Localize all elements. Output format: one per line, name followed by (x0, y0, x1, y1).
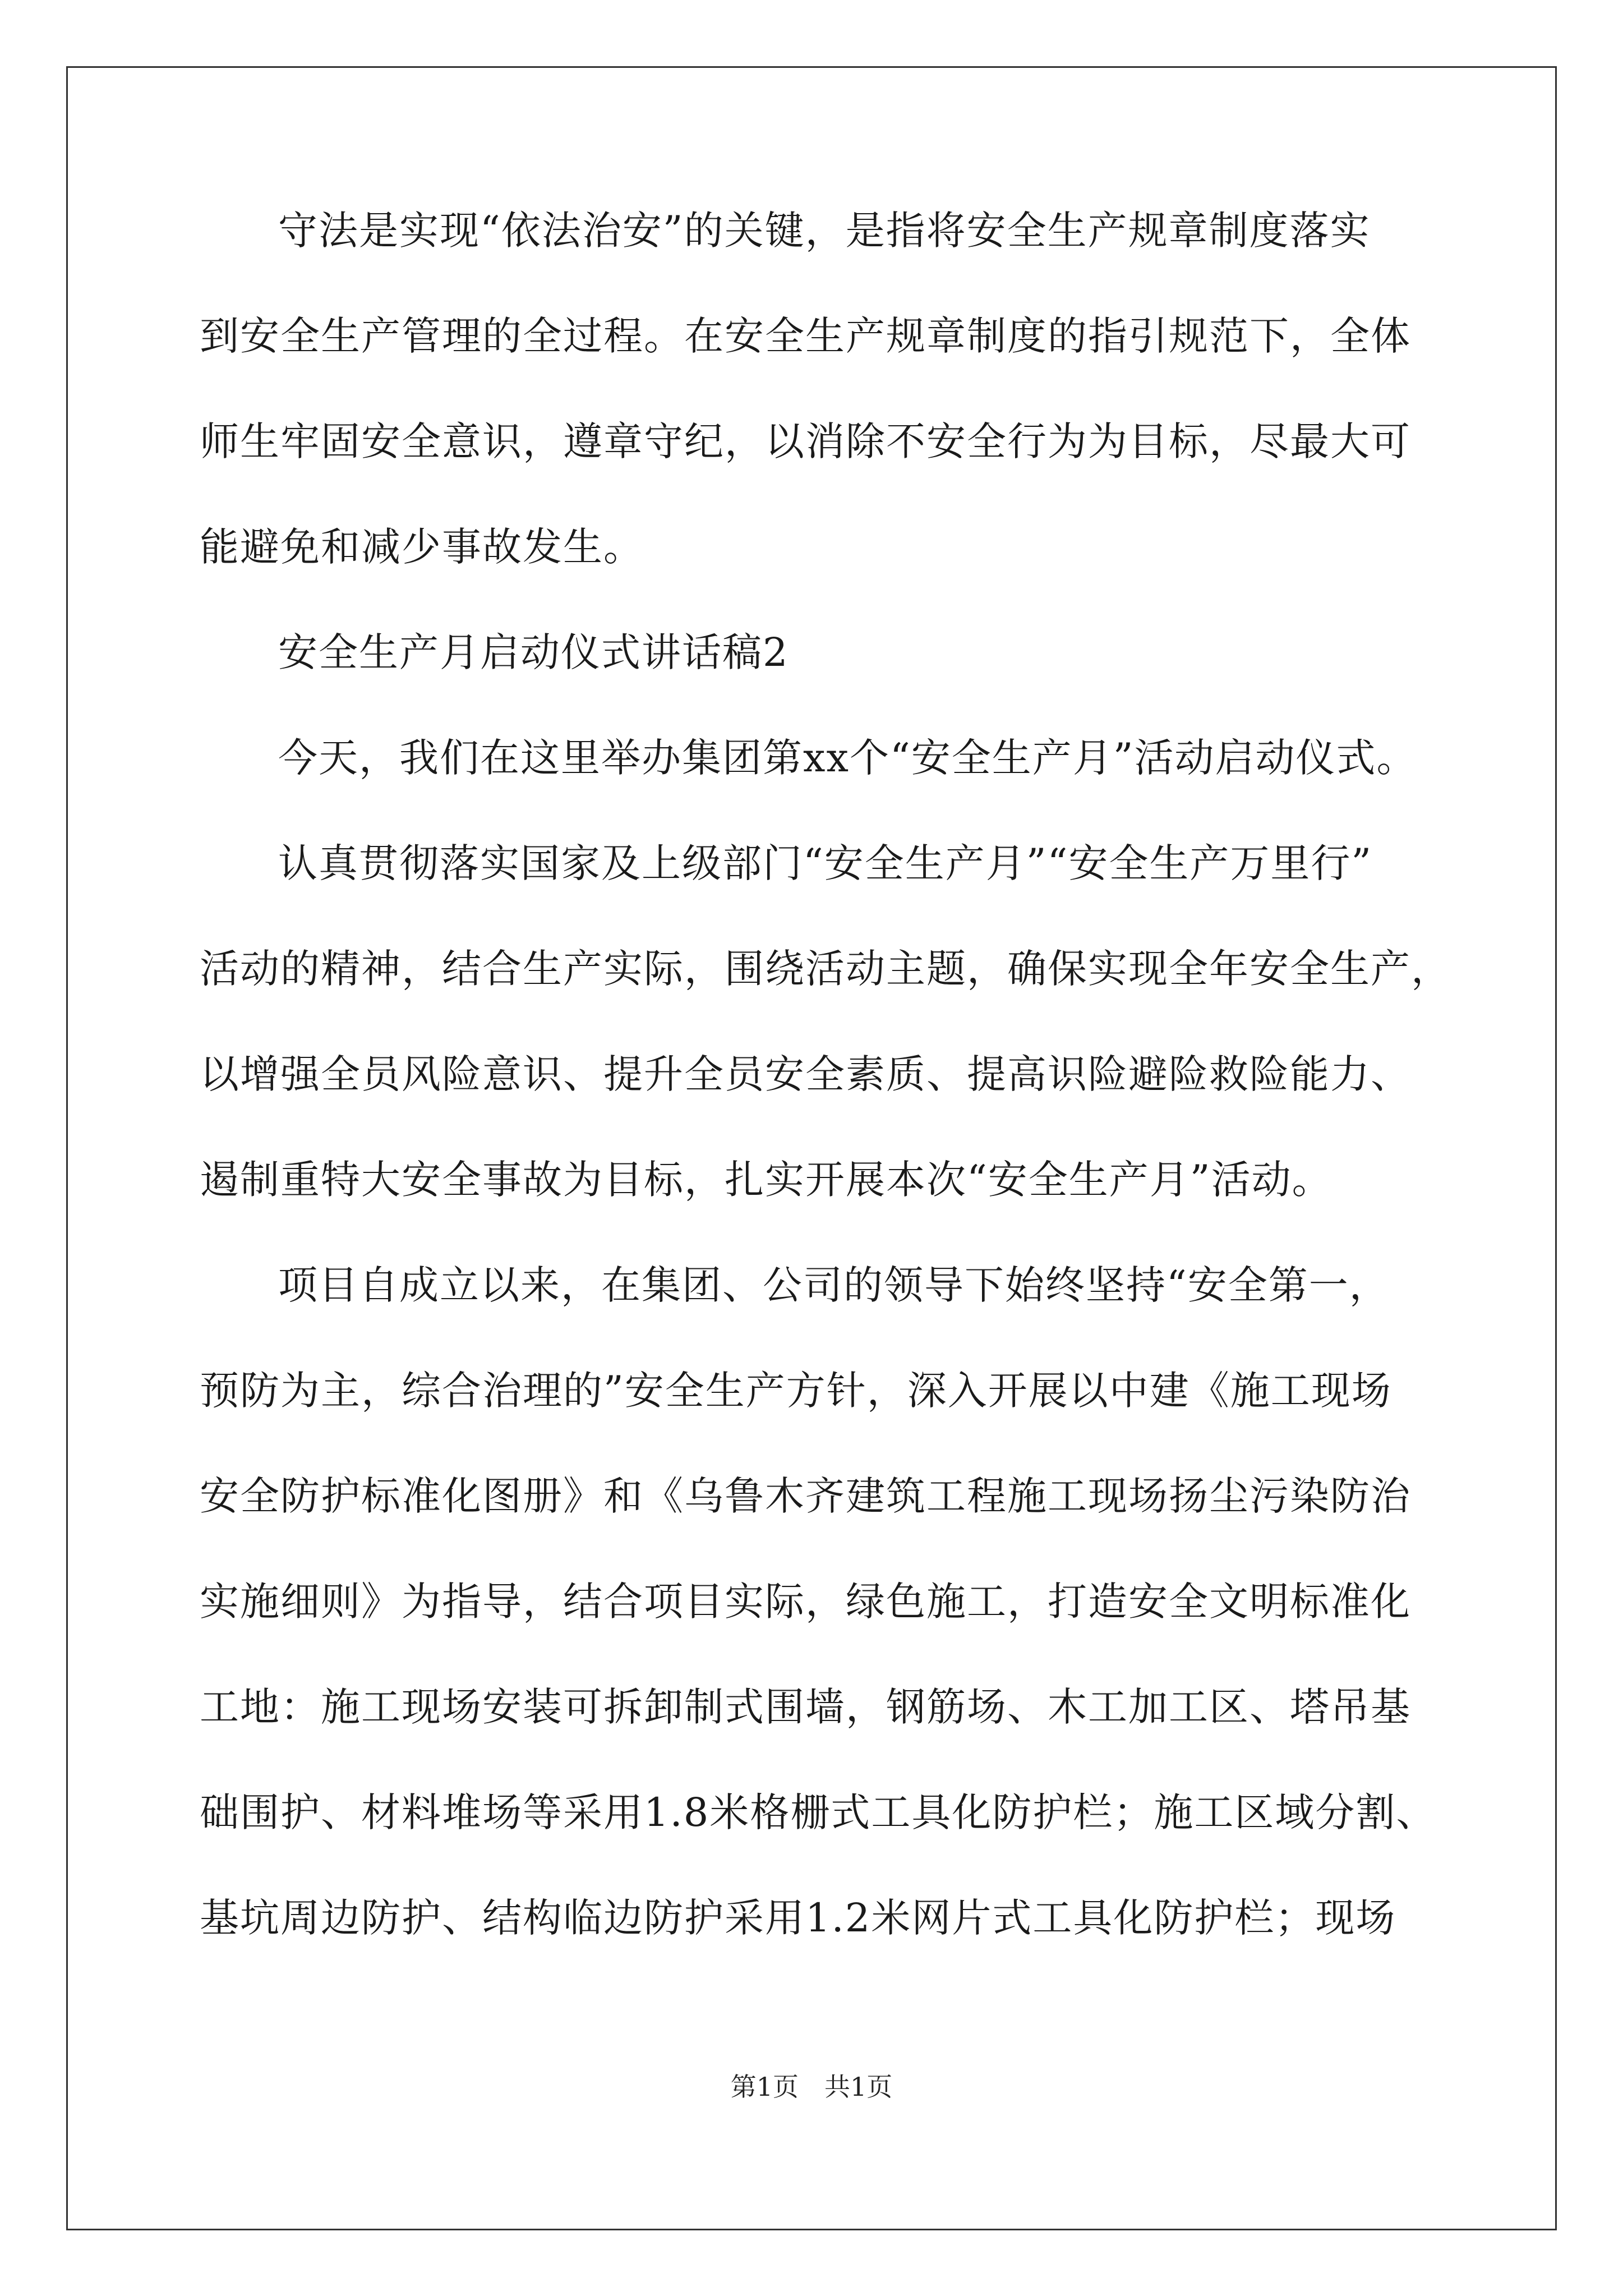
paragraph-line: 实施细则》为指导，结合项目实际，绿色施工，打造安全文明标准化 (200, 1579, 1411, 1625)
paragraph-line: 认真贯彻落实国家及上级部门“安全生产月”“安全生产万里行” (278, 840, 1373, 886)
paragraph-line: 项目自成立以来，在集团、公司的领导下始终坚持“安全第一， (278, 1262, 1390, 1308)
paragraph-line: 以增强全员风险意识、提升全员安全素质、提高识险避险救险能力、 (200, 1051, 1411, 1097)
paragraph-line: 师生牢固安全意识，遵章守纪，以消除不安全行为为目标，尽最大可 (200, 418, 1411, 464)
section-heading: 安全生产月启动仪式讲话稿2 (278, 629, 789, 675)
paragraph-line: 今天，我们在这里举办集团第xx个“安全生产月”活动启动仪式。 (278, 735, 1417, 781)
paragraph-line: 活动的精神，结合生产实际，围绕活动主题，确保实现全年安全生产， (200, 946, 1451, 992)
paragraph-line: 预防为主，综合治理的”安全生产方针，深入开展以中建《施工现场 (200, 1368, 1392, 1414)
paragraph-line: 能避免和减少事故发生。 (200, 524, 644, 570)
paragraph-line: 础围护、材料堆场等采用1.8米格栅式工具化防护栏；施工区域分割、 (200, 1789, 1437, 1835)
paragraph-line: 工地：施工现场安装可拆卸制式围墙，钢筋场、木工加工区、塔吊基 (200, 1684, 1411, 1730)
paragraph-line: 基坑周边防护、结构临边防护采用1.2米网片式工具化防护栏；现场 (200, 1895, 1396, 1941)
paragraph-line: 守法是实现“依法治安”的关键，是指将安全生产规章制度落实 (278, 208, 1371, 254)
paragraph-line: 安全防护标准化图册》和《乌鲁木齐建筑工程施工现场扬尘污染防治 (200, 1473, 1411, 1519)
paragraph-line: 到安全生产管理的全过程。在安全生产规章制度的指引规范下，全体 (200, 313, 1411, 359)
page-number-footer: 第1页 共1页 (730, 2072, 893, 2102)
paragraph-line: 遏制重特大安全事故为目标，扎实开展本次“安全生产月”活动。 (200, 1157, 1332, 1203)
